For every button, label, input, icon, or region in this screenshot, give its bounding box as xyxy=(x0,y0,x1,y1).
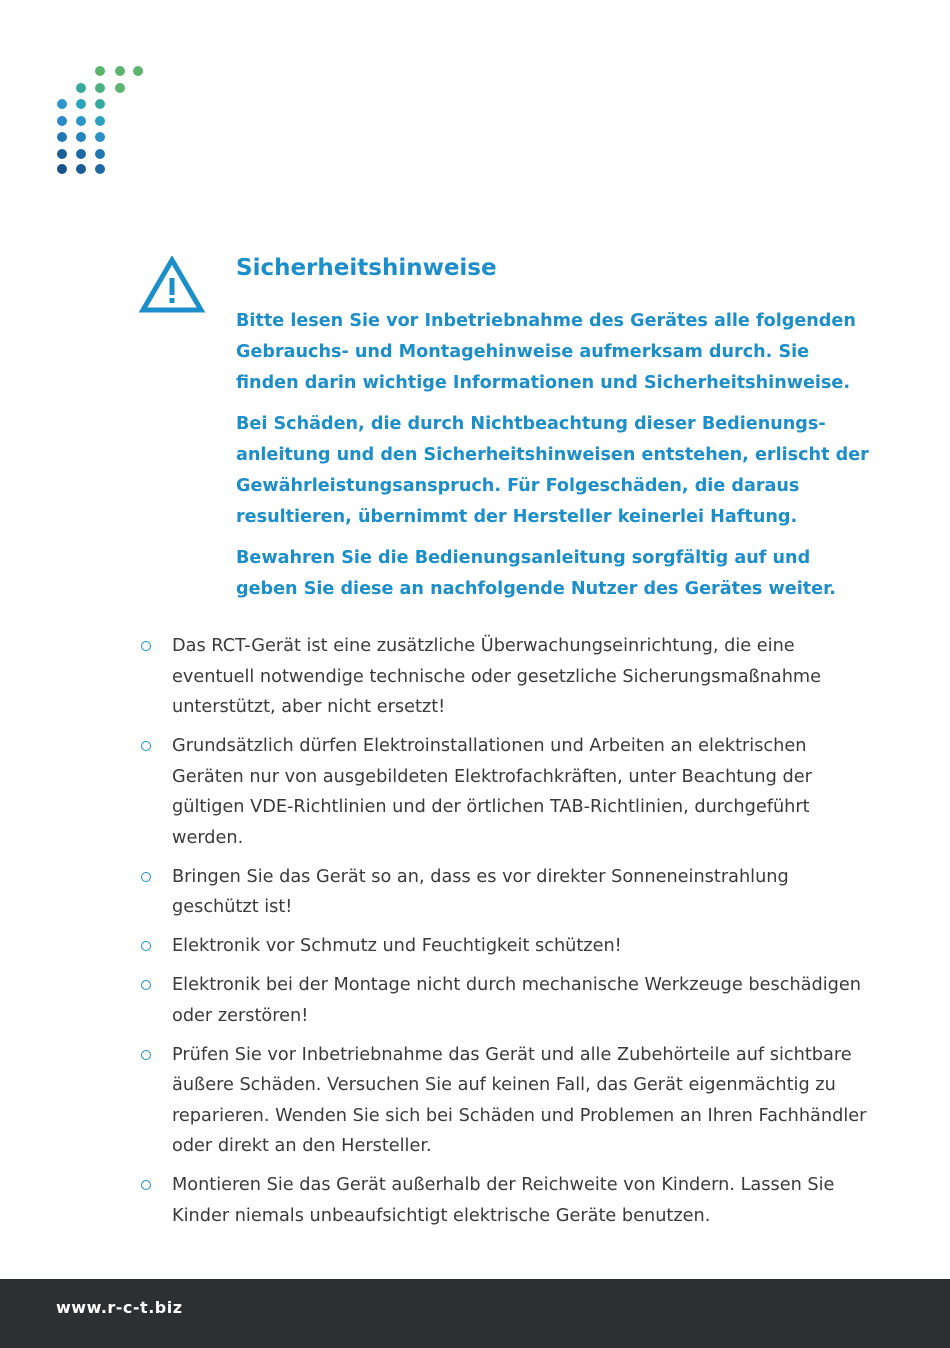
logo-dot xyxy=(95,83,105,93)
circle-bullet-icon xyxy=(141,1180,151,1190)
list-item xyxy=(139,931,879,962)
safety-instructions-list xyxy=(139,631,879,1240)
list-item xyxy=(139,862,879,923)
logo-dot xyxy=(95,116,105,126)
list-item-text: Prüfen Sie vor Inbetriebnahme das Gerät und alle Zubehörteile auf sichtbare äußere Schäden. Versuchen Sie auf keinen Fall, das Gerät eigenmächtig zu reparieren. Wenden Sie sich bei Schäden und Problemen an Ihren Fachhändler oder direkt an den Hersteller. xyxy=(172,1044,867,1156)
circle-bullet-icon xyxy=(141,941,151,951)
circle-bullet-icon xyxy=(141,741,151,751)
safety-paragraph-intro: Bitte lesen Sie vor Inbetriebnahme des Gerätes alle folgenden Gebrauchs- und Montagehinweise aufmerksam durch. Sie finden darin wichtige Informationen und Sicherheitshinweise. xyxy=(236,311,856,393)
logo-dot xyxy=(95,66,105,76)
list-item xyxy=(139,731,879,853)
dot-grid-logo xyxy=(54,64,146,176)
list-item xyxy=(139,1040,879,1162)
logo-dot xyxy=(57,116,67,126)
safety-paragraph-keep-manual: Bewahren Sie die Bedienungsanleitung sorgfältig auf und geben Sie diese an nachfolgende Nutzer des Gerätes weiter. xyxy=(236,548,836,599)
logo-dot xyxy=(95,149,105,159)
logo-dot xyxy=(57,132,67,142)
logo-dot xyxy=(115,66,125,76)
website-link[interactable]: www.r-c-t.biz xyxy=(56,1298,183,1317)
circle-bullet-icon xyxy=(141,980,151,990)
page-footer xyxy=(0,1279,950,1348)
list-item-text: Bringen Sie das Gerät so an, dass es vor direkter Sonneneinstrahlung geschützt ist! xyxy=(172,866,789,917)
logo-dot xyxy=(95,164,105,174)
list-item xyxy=(139,631,879,723)
circle-bullet-icon xyxy=(141,1050,151,1060)
logo-dot xyxy=(76,116,86,126)
safety-paragraph-liability: Bei Schäden, die durch Nichtbeachtung dieser Bedienungsanleitung und den Sicherheitshinweisen entstehen, erlischt der Gewährleistungsanspruch. Für Folgeschäden, die daraus resultieren, übernimmt der Hersteller keinerlei Haftung. xyxy=(236,414,869,527)
list-item-text: Grundsätzlich dürfen Elektroinstallationen und Arbeiten an elektrischen Geräten nur von ausgebildeten Elektrofachkräften, unter Beachtung der gültigen VDE-Richtlinien und der örtlichen TAB-Richtlinien, durchgeführt werden. xyxy=(172,736,812,848)
logo-dot xyxy=(76,99,86,109)
list-item-text: Montieren Sie das Gerät außerhalb der Reichweite von Kindern. Lassen Sie Kinder niemals unbeaufsichtigt elektrische Geräte benutzen. xyxy=(172,1175,835,1226)
logo-dot xyxy=(57,164,67,174)
warning-triangle-icon xyxy=(139,256,205,314)
list-item xyxy=(139,970,879,1031)
safety-notice xyxy=(236,253,876,615)
logo-dot xyxy=(115,83,125,93)
safety-title: Sicherheitshinweise xyxy=(236,255,497,281)
logo-dot xyxy=(76,149,86,159)
list-item-text: Elektronik bei der Montage nicht durch mechanische Werkzeuge beschädigen oder zerstören! xyxy=(172,975,861,1026)
logo-dot xyxy=(57,149,67,159)
logo-dot xyxy=(76,83,86,93)
list-item xyxy=(139,1170,879,1231)
list-item-text: Das RCT-Gerät ist eine zusätzliche Überwachungseinrichtung, die eine eventuell notwendige technische oder gesetzliche Sicherungsmaßnahme unterstützt, aber nicht ersetzt! xyxy=(172,636,822,717)
circle-bullet-icon xyxy=(141,641,151,651)
logo-dot xyxy=(57,99,67,109)
list-item-text: Elektronik vor Schmutz und Feuchtigkeit schützen! xyxy=(172,936,622,956)
logo-dot xyxy=(95,99,105,109)
logo-dot xyxy=(76,132,86,142)
logo-dot xyxy=(133,66,143,76)
circle-bullet-icon xyxy=(141,872,151,882)
logo-dot xyxy=(76,164,86,174)
logo-dot xyxy=(95,132,105,142)
